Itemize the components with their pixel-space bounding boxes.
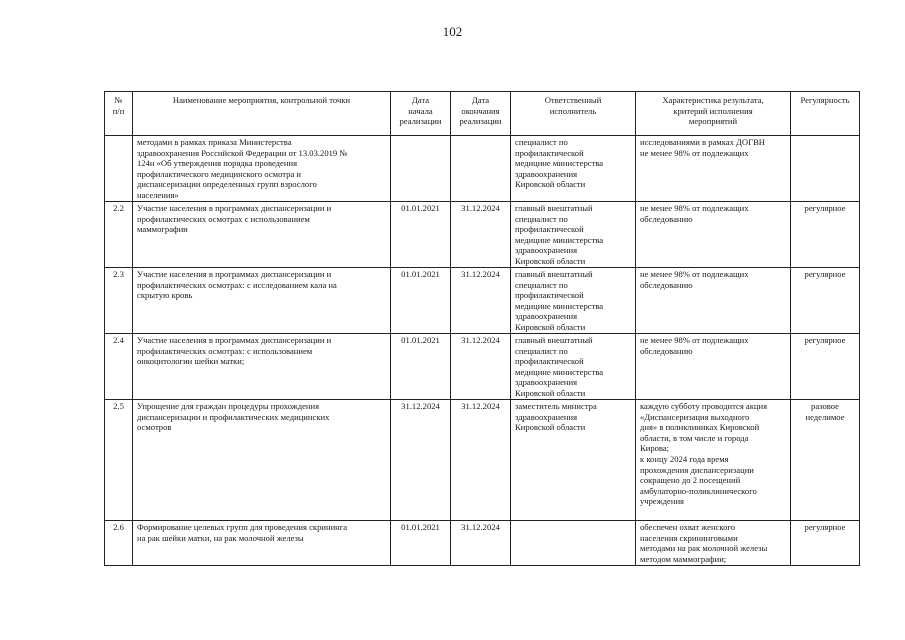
table-header-row bbox=[105, 92, 860, 136]
row-regularity: регулярное bbox=[791, 521, 860, 566]
row-start-date: 01.01.2021 bbox=[391, 268, 451, 334]
table-row bbox=[105, 521, 860, 566]
row-result: обеспечен охват женского населения скрининговыми методами на рак молочной железы методом маммографии; bbox=[636, 521, 791, 566]
row-number bbox=[105, 136, 133, 202]
header-executor: Ответственный исполнитель bbox=[511, 92, 636, 136]
table-row bbox=[105, 268, 860, 334]
table-row bbox=[105, 334, 860, 400]
row-start-date: 01.01.2021 bbox=[391, 521, 451, 566]
row-executor: главный внештатный специалист по профилактической медицине министерства здравоохранения Кировской области bbox=[511, 334, 636, 400]
row-executor: специалист по профилактической медицине министерства здравоохранения Кировской области bbox=[511, 136, 636, 202]
row-regularity: регулярное bbox=[791, 334, 860, 400]
row-number: 2.4 bbox=[105, 334, 133, 400]
row-result: не менее 98% от подлежащих обследованию bbox=[636, 334, 791, 400]
row-start-date: 01.01.2021 bbox=[391, 334, 451, 400]
header-number: № п/п bbox=[105, 92, 133, 136]
row-activity-name: Участие населения в программах диспансеризации и профилактических осмотрах: с исследованием кала на скрытую кровь bbox=[133, 268, 391, 334]
row-executor: главный внештатный специалист по профилактической медицине министерства здравоохранения Кировской области bbox=[511, 202, 636, 268]
activities-table bbox=[104, 91, 860, 566]
table-row bbox=[105, 400, 860, 521]
row-end-date: 31.12.2024 bbox=[451, 521, 511, 566]
row-activity-name: Участие населения в программах диспансеризации и профилактических осмотрах с использованием маммографии bbox=[133, 202, 391, 268]
table-row bbox=[105, 202, 860, 268]
header-start-date: Дата начала реализации bbox=[391, 92, 451, 136]
header-regularity: Регулярность bbox=[791, 92, 860, 136]
page-number: 102 bbox=[442, 24, 463, 39]
row-number: 2.5 bbox=[105, 400, 133, 521]
row-regularity: регулярное bbox=[791, 268, 860, 334]
row-number: 2.2 bbox=[105, 202, 133, 268]
row-start-date: 31.12.2024 bbox=[391, 400, 451, 521]
row-result: не менее 98% от подлежащих обследованию bbox=[636, 268, 791, 334]
row-executor bbox=[511, 521, 636, 566]
row-regularity: регулярное bbox=[791, 202, 860, 268]
row-end-date bbox=[451, 136, 511, 202]
row-activity-name: методами в рамках приказа Министерства здравоохранения Российской Федерации от 13.03.2019 № 124н «Об утверждения порядка проведения профилактического медицинского осмотра и диспансеризации определенных групп взрослого населения» bbox=[133, 136, 391, 202]
row-end-date: 31.12.2024 bbox=[451, 202, 511, 268]
table-row bbox=[105, 136, 860, 202]
row-regularity bbox=[791, 136, 860, 202]
header-activity-name: Наименование мероприятия, контрольной точки bbox=[133, 92, 391, 136]
row-number: 2.3 bbox=[105, 268, 133, 334]
row-start-date bbox=[391, 136, 451, 202]
row-activity-name: Формирование целевых групп для проведения скрининга на рак шейки матки, на рак молочной железы bbox=[133, 521, 391, 566]
row-start-date: 01.01.2021 bbox=[391, 202, 451, 268]
row-executor: заместитель министра здравоохранения Кировской области bbox=[511, 400, 636, 521]
row-end-date: 31.12.2024 bbox=[451, 268, 511, 334]
row-result: каждую субботу проводится акция «Диспансеризация выходного дня» в поликлиниках Кировской области, в том числе и города Кирова; к концу 2024 года время прохождения диспансеризации сокращено до 2 посещений амбулаторно-поликлинического учреждения bbox=[636, 400, 791, 521]
row-regularity: разовое неделимое bbox=[791, 400, 860, 521]
row-number: 2.6 bbox=[105, 521, 133, 566]
header-result: Характеристика результата, критерий исполнения мероприятий bbox=[636, 92, 791, 136]
row-result: не менее 98% от подлежащих обследованию bbox=[636, 202, 791, 268]
row-result: исследованиями в рамках ДОГВН не менее 98% от подлежащих bbox=[636, 136, 791, 202]
row-executor: главный внештатный специалист по профилактической медицине министерства здравоохранения Кировской области bbox=[511, 268, 636, 334]
row-activity-name: Упрощение для граждан процедуры прохождения диспансеризации и профилактических медицинских осмотров bbox=[133, 400, 391, 521]
row-end-date: 31.12.2024 bbox=[451, 334, 511, 400]
header-end-date: Дата окончания реализации bbox=[451, 92, 511, 136]
row-activity-name: Участие населения в программах диспансеризации и профилактических осмотрах: с использованием онкоцитологии шейки матки; bbox=[133, 334, 391, 400]
row-end-date: 31.12.2024 bbox=[451, 400, 511, 521]
